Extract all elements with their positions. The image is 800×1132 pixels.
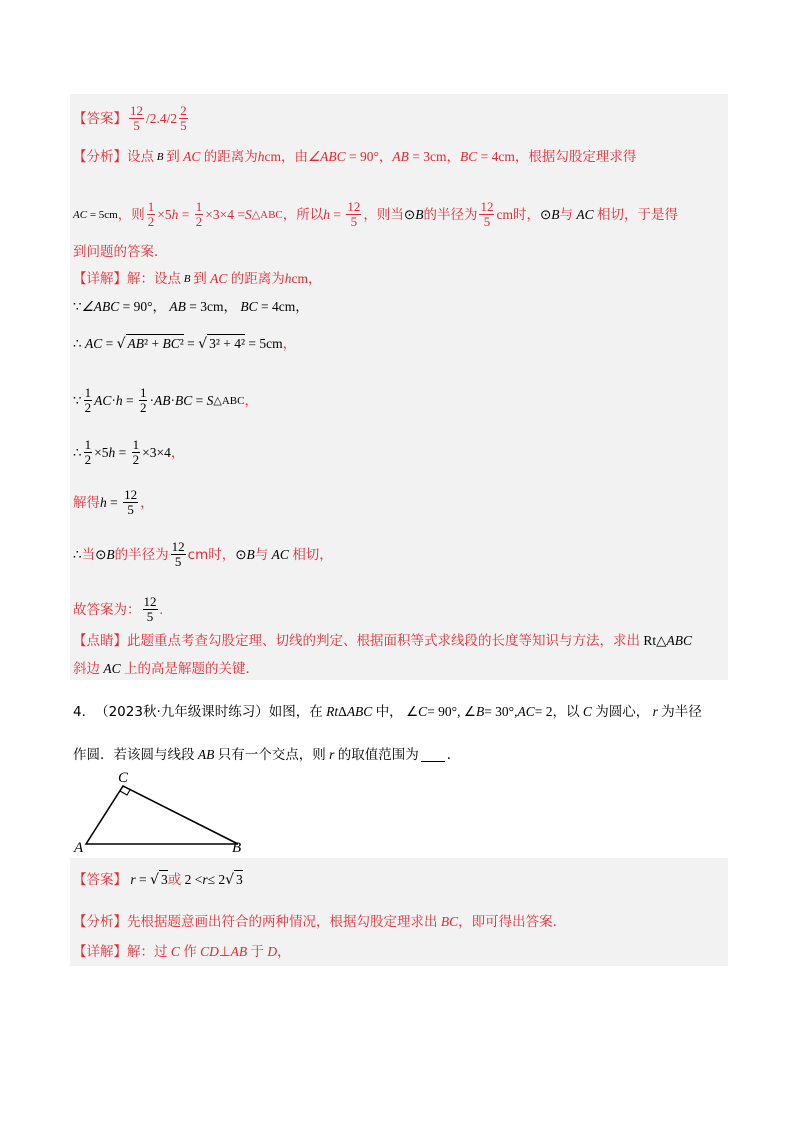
analysis-line-2: AC = 5cm ，则 $\frac{1}{2}$ ×5 h = $\frac{1}{2}$ ×3×4 = S △ABC ，所以 h = $\frac{12}{5}$ ，则当 ⊙ B 的半径为 $\frac{12}{5}$ cm 时， ⊙ B 与 AC 相切，于是得 bbox=[73, 199, 679, 229]
answer-line-q3: 【答案】 $\frac{12}{5}$ /2.4/ 2 $\frac{2}{5}$ bbox=[73, 103, 187, 133]
vertex-label-a: A bbox=[74, 840, 84, 856]
detail-line-3: ∴ AC = √ AB² + BC² = √ 3² + 4² = 5cm ， bbox=[73, 335, 297, 352]
right-angle-marker bbox=[120, 790, 130, 795]
answer-tag: 【答案】 bbox=[73, 110, 127, 127]
detail-line-6: 解得 h = $\frac{12}{5}$ ， bbox=[73, 487, 154, 517]
answer-blank bbox=[421, 749, 445, 762]
analysis-line-1: 【分析】 设点 B 到 AC 的距离为 h cm ，由 ∠ABC = 90°， AB = 3cm， BC = 4cm ，根据勾股定理求得 bbox=[73, 149, 637, 165]
detail-line-4: ∵ $\frac{1}{2}$ AC · h = $\frac{1}{2}$ · AB · BC = S △ABC ， bbox=[73, 385, 258, 415]
detail-line-7: ∴ 当 ⊙ B 的半径为 $\frac{12}{5}$ cm时， ⊙ B 与 AC 相切， bbox=[73, 539, 333, 569]
vertex-label-b: B bbox=[232, 840, 242, 856]
answer-line-q4: 【答案】 r = √ 3 或 2 < r ≤ 2 √ 3 bbox=[73, 871, 243, 888]
detail-line-1: 【详解】 解：设点 B 到 AC 的距离为 h cm ， bbox=[73, 271, 322, 287]
comment-line-1: 【点睛】 此题重点考查勾股定理、切线的判定、根据面积等式求线段的长度等知识与方法，求出 Rt△ ABC bbox=[73, 633, 693, 649]
triangle-figure bbox=[72, 770, 272, 856]
answer-alternatives: /2.4/ bbox=[146, 110, 171, 126]
question-number: 4． bbox=[73, 704, 96, 720]
detail-line-5: ∴ $\frac{1}{2}$ ×5 h = $\frac{1}{2}$ ×3×4 ， bbox=[73, 437, 185, 467]
analysis-line-q4: 【分析】 先根据题意画出符合的两种情况，根据勾股定理求出 BC ，即可得出答案． bbox=[73, 914, 567, 930]
question-4-line-2: 作圆．若该圆与线段 AB 只有一个交点，则 r 的取值范围为 ． bbox=[73, 747, 461, 763]
detail-line-q4: 【详解】 解：过 C 作 CD ⊥ AB 于 D ， bbox=[73, 944, 291, 960]
detail-line-2: ∵ ∠ABC = 90°， AB = 3cm， BC = 4cm， bbox=[73, 299, 309, 314]
vertex-label-c: C bbox=[118, 770, 129, 786]
analysis-line-3: 到问题的答案． bbox=[73, 244, 168, 260]
triangle-abc bbox=[86, 786, 238, 844]
question-4-line-1: 4． （2023秋·九年级课时练习）如图，在 Rt Δ ABC 中， ∠ C = 90°, ∠ B = 30°, AC = 2 ，以 C 为圆心， r 为半径 bbox=[73, 704, 702, 720]
final-answer-line: 故答案为： $\frac{12}{5}$ . bbox=[73, 594, 163, 624]
comment-line-2: 斜边 AC 上的高是解题的关键． bbox=[73, 661, 260, 677]
